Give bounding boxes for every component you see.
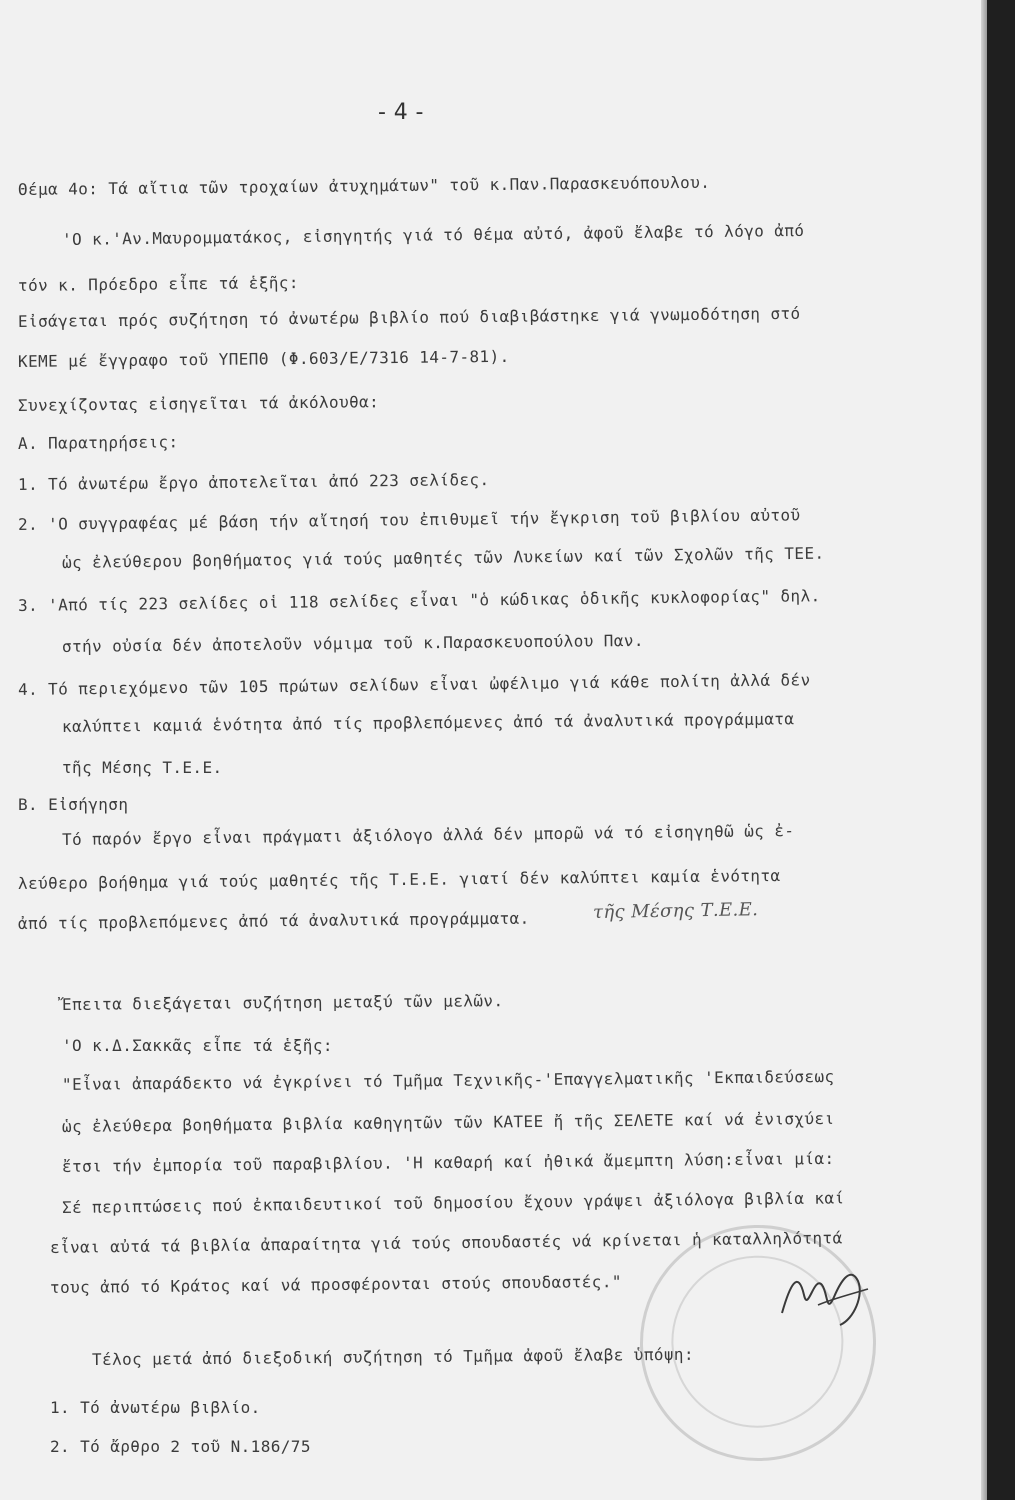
text-line: Β. Εἰσήγηση — [18, 795, 129, 814]
text-line: Ἔπειτα διεξάγεται συζήτηση μεταξύ τῶν μελῶν. — [61, 991, 504, 1014]
text-line: Τέλος μετά ἀπό διεξοδική συζήτηση τό Τμῆμα ἀφοῦ ἔλαβε ὑπόψη: — [91, 1344, 695, 1369]
signature — [770, 1255, 880, 1335]
text-line: τῆς Μέσης Τ.Ε.Ε. — [62, 758, 223, 777]
text-line: "Εἶναι ἀπαράδεκτο νά ἐγκρίνει τό Τμῆμα Τεχνικῆς-'Επαγγελματικῆς 'Εκπαιδεύσεως — [61, 1066, 835, 1094]
text-line: 1. Τό ἀνωτέρω ἔργο ἀποτελεῖται ἀπό 223 σελίδες. — [17, 470, 490, 494]
text-line: 4. Τό περιεχόμενο τῶν 105 πρώτων σελίδων εἶναι ὠφέλιμο γιά κάθε πολίτη ἀλλά δέν — [17, 670, 811, 699]
text-line: λεύθερο βοήθημα γιά τούς μαθητές τῆς Τ.Ε.Ε. γιατί δέν καλύπτει καμία ἑνότητα — [17, 866, 781, 893]
text-line: 2. Τό ἄρθρο 2 τοῦ Ν.186/75 — [50, 1437, 311, 1456]
text-line: 'Ο κ.Δ.Σακκᾶς εἶπε τά ἑξῆς: — [62, 1036, 333, 1055]
text-line: 2. 'Ο συγγραφέας μέ βάση τήν αἴτησή του ἐπιθυμεῖ τήν ἔγκριση τοῦ βιβλίου αὐτοῦ — [17, 505, 801, 534]
text-line: 3. 'Από τίς 223 σελίδες οἱ 118 σελίδες εἶναι "ὁ κώδικας ὁδικῆς κυκλοφορίας" δηλ. — [17, 586, 821, 615]
text-line: Α. Παρατηρήσεις: — [17, 432, 179, 453]
page-number: - 4 - — [378, 100, 424, 125]
text-line: Σέ περιπτώσεις πού ἐκπαιδευτικοί τοῦ δημοσίου ἔχουν γράψει ἀξιόλογα βιβλία καί — [61, 1188, 845, 1217]
text-line: ὡς ἐλεύθερου βοηθήματος γιά τούς μαθητές τῶν Λυκείων καί τῶν Σχολῶν τῆς ΤΕΕ. — [61, 543, 825, 572]
text-line: ὡς ἐλεύθερα βοηθήματα βιβλία καθηγητῶν τῶν ΚΑΤΕΕ ἤ τῆς ΣΕΛΕΤΕ καί νά ἐνισχύει — [61, 1108, 835, 1136]
text-line: ΚΕΜΕ μέ ἔγγραφο τοῦ ΥΠΕΠΘ (Φ.603/Ε/7316 14-7-81). — [17, 346, 510, 371]
text-line: 'Ο κ.'Αν.Μαυρομματάκος, εἰσηγητής γιά τό θέμα αὐτό, ἀφοῦ ἔλαβε τό λόγο ἀπό — [61, 220, 805, 249]
text-line: ἀπό τίς προβλεπόμενες ἀπό τά ἀναλυτικά προγράμματα. — [17, 908, 530, 933]
text-line: στήν οὐσία δέν ἀποτελοῦν νόμιμα τοῦ κ.Παρασκευοπούλου Παν. — [61, 630, 644, 656]
text-line: Εἰσάγεται πρός συζήτηση τό ἀνωτέρω βιβλίο πού διαβιβάστηκε γιά γνωμοδότηση στό — [17, 303, 801, 331]
text-line: τόν κ. Πρόεδρο εἶπε τά ἑξῆς: — [17, 273, 300, 295]
text-line: Τό παρόν ἔργο εἶναι πράγματι ἀξιόλογο ἀλλά δέν μπορῶ νά τό εἰσηγηθῶ ὡς ἐ- — [61, 821, 795, 849]
handwritten-note: τῆς Μέσης Τ.Ε.Ε. — [592, 899, 759, 923]
text-line: ἔτσι τήν ἐμπορία τοῦ παραβιβλίου. 'Η καθαρή καί ἠθικά ἄμεμπτη λύση:εἶναι μία: — [61, 1148, 835, 1176]
text-line: εἶναι αὐτά τά βιβλία ἀπαραίτητα γιά τούς σπουδαστές νά κρίνεται ἡ καταλληλότητά — [49, 1228, 843, 1257]
text-line: Συνεχίζοντας εἰσηγεῖται τά ἀκόλουθα: — [17, 392, 380, 415]
text-line: καλύπτει καμιά ἑνότητα ἀπό τίς προβλεπόμενες ἀπό τά ἀναλυτικά προγράμματα — [61, 709, 795, 736]
text-line: 1. Τό ἀνωτέρω βιβλίο. — [50, 1398, 261, 1417]
text-line: τους ἀπό τό Κράτος καί νά προσφέρονται στούς σπουδαστές." — [49, 1272, 622, 1297]
scan-border — [987, 0, 1015, 1500]
text-line: Θέμα 4ο: Τά αἴτια τῶν τροχαίων ἀτυχημάτων" τοῦ κ.Παν.Παρασκευόπουλου. — [17, 172, 711, 199]
